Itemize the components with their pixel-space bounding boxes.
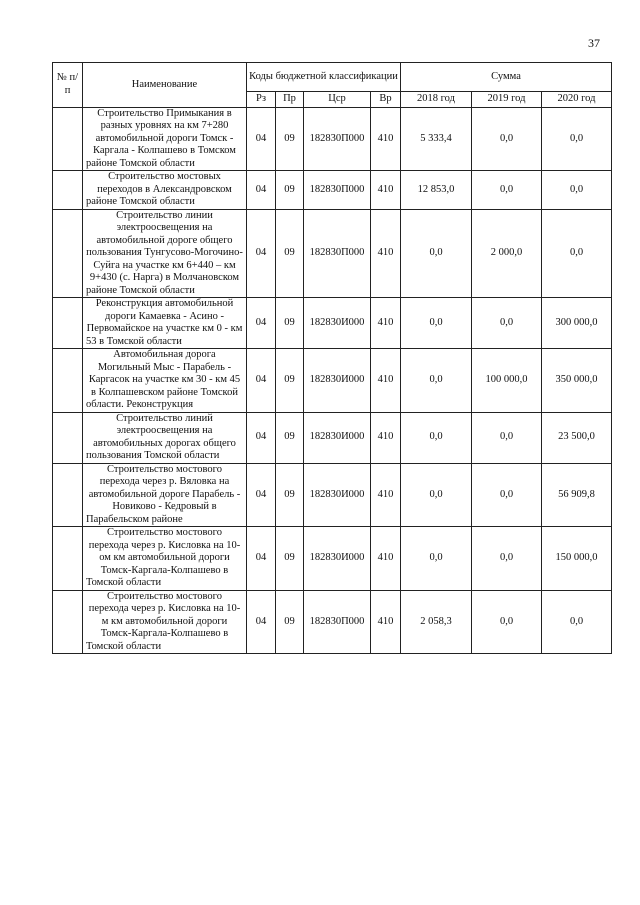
cell-name: Строительство Примыкания в разных уровнях на км 7+280 автомобильной дороги Томск - Каргала - Колпашево в Томском районе Томской области <box>83 107 247 171</box>
cell-pr: 09 <box>276 527 304 591</box>
table-row <box>53 590 612 654</box>
table-row <box>53 209 612 298</box>
cell-num <box>53 107 83 171</box>
cell-vr: 410 <box>371 412 401 463</box>
cell-num <box>53 298 83 349</box>
cell-name: Строительство мостового перехода через р. Вяловка на автомобильной дороге Парабель - Новиково - Кедровый в Парабельском районе <box>83 463 247 527</box>
table-header <box>53 63 612 108</box>
table-row <box>53 349 612 413</box>
cell-2018: 2 058,3 <box>401 590 472 654</box>
cell-2019: 0,0 <box>472 527 542 591</box>
cell-csr: 182830И000 <box>304 412 371 463</box>
cell-rz: 04 <box>247 209 276 298</box>
cell-rz: 04 <box>247 298 276 349</box>
cell-2019: 100 000,0 <box>472 349 542 413</box>
cell-name: Строительство мостового перехода через р. Кисловка на 10-ом км автомобильной дороги Томск-Каргала-Колпашево в Томской области <box>83 527 247 591</box>
cell-csr: 182830И000 <box>304 349 371 413</box>
table-row <box>53 527 612 591</box>
cell-name: Реконструкция автомобильной дороги Камаевка - Асино - Первомайское на участке км 0 - км 53 в Томской области <box>83 298 247 349</box>
cell-csr: 182830И000 <box>304 527 371 591</box>
cell-2018: 0,0 <box>401 527 472 591</box>
cell-2020: 350 000,0 <box>542 349 612 413</box>
cell-2018: 0,0 <box>401 412 472 463</box>
cell-vr: 410 <box>371 527 401 591</box>
cell-pr: 09 <box>276 590 304 654</box>
table-row <box>53 463 612 527</box>
cell-csr: 182830П000 <box>304 107 371 171</box>
cell-2018: 0,0 <box>401 463 472 527</box>
cell-2019: 0,0 <box>472 298 542 349</box>
cell-2020: 150 000,0 <box>542 527 612 591</box>
cell-vr: 410 <box>371 107 401 171</box>
budget-table <box>52 62 612 654</box>
table-row <box>53 171 612 210</box>
cell-vr: 410 <box>371 590 401 654</box>
cell-num <box>53 412 83 463</box>
cell-2018: 0,0 <box>401 349 472 413</box>
cell-2018: 0,0 <box>401 209 472 298</box>
cell-2020: 56 909,8 <box>542 463 612 527</box>
header-name: Наименование <box>83 63 247 108</box>
header-2018: 2018 год <box>401 92 472 108</box>
cell-vr: 410 <box>371 171 401 210</box>
cell-pr: 09 <box>276 298 304 349</box>
header-num: № п/п <box>53 63 83 108</box>
cell-name: Строительство мостовых переходов в Александровском районе Томской области <box>83 171 247 210</box>
cell-num <box>53 527 83 591</box>
page-number: 37 <box>588 36 600 50</box>
table-row <box>53 412 612 463</box>
cell-csr: 182830И000 <box>304 463 371 527</box>
cell-rz: 04 <box>247 590 276 654</box>
cell-vr: 410 <box>371 463 401 527</box>
cell-2018: 5 333,4 <box>401 107 472 171</box>
cell-pr: 09 <box>276 107 304 171</box>
cell-2018: 12 853,0 <box>401 171 472 210</box>
cell-pr: 09 <box>276 349 304 413</box>
cell-name: Строительство линий электроосвещения на автомобильных дорогах общего пользования Томской области <box>83 412 247 463</box>
header-budget-codes: Коды бюджетной классификации <box>247 63 401 92</box>
cell-pr: 09 <box>276 463 304 527</box>
header-2019: 2019 год <box>472 92 542 108</box>
cell-rz: 04 <box>247 412 276 463</box>
header-pr: Пр <box>276 92 304 108</box>
cell-2020: 0,0 <box>542 171 612 210</box>
cell-2020: 0,0 <box>542 107 612 171</box>
cell-name: Строительство мостового перехода через р. Кисловка на 10-м км автомобильной дороги Томск-Каргала-Колпашево в Томской области <box>83 590 247 654</box>
cell-name: Автомобильная дорога Могильный Мыс - Парабель - Каргасок на участке км 30 - км 45 в Колпашевском районе Томской области. Реконструкция <box>83 349 247 413</box>
cell-num <box>53 171 83 210</box>
header-csr: Цср <box>304 92 371 108</box>
cell-2019: 0,0 <box>472 107 542 171</box>
table-row <box>53 298 612 349</box>
header-2020: 2020 год <box>542 92 612 108</box>
table-body <box>53 107 612 654</box>
cell-rz: 04 <box>247 171 276 210</box>
cell-2020: 300 000,0 <box>542 298 612 349</box>
cell-num <box>53 209 83 298</box>
header-rz: Рз <box>247 92 276 108</box>
cell-pr: 09 <box>276 412 304 463</box>
cell-pr: 09 <box>276 171 304 210</box>
cell-2019: 0,0 <box>472 171 542 210</box>
header-sum: Сумма <box>401 63 612 92</box>
cell-2020: 23 500,0 <box>542 412 612 463</box>
cell-rz: 04 <box>247 527 276 591</box>
cell-num <box>53 349 83 413</box>
table-row <box>53 107 612 171</box>
cell-2019: 0,0 <box>472 463 542 527</box>
cell-2019: 2 000,0 <box>472 209 542 298</box>
cell-csr: 182830П000 <box>304 171 371 210</box>
cell-vr: 410 <box>371 298 401 349</box>
cell-2019: 0,0 <box>472 590 542 654</box>
cell-2020: 0,0 <box>542 590 612 654</box>
cell-vr: 410 <box>371 349 401 413</box>
cell-csr: 182830П000 <box>304 209 371 298</box>
cell-rz: 04 <box>247 107 276 171</box>
cell-num <box>53 590 83 654</box>
cell-vr: 410 <box>371 209 401 298</box>
cell-2020: 0,0 <box>542 209 612 298</box>
cell-csr: 182830П000 <box>304 590 371 654</box>
cell-csr: 182830И000 <box>304 298 371 349</box>
header-vr: Вр <box>371 92 401 108</box>
cell-2018: 0,0 <box>401 298 472 349</box>
cell-rz: 04 <box>247 463 276 527</box>
cell-2019: 0,0 <box>472 412 542 463</box>
cell-pr: 09 <box>276 209 304 298</box>
cell-name: Строительство линии электроосвещения на автомобильной дороге общего пользования Тунгусово-Могочино-Суйга на участке км 6+440 – км 9+430 (с. Нарга) в Молчановском районе Томской области <box>83 209 247 298</box>
cell-rz: 04 <box>247 349 276 413</box>
cell-num <box>53 463 83 527</box>
